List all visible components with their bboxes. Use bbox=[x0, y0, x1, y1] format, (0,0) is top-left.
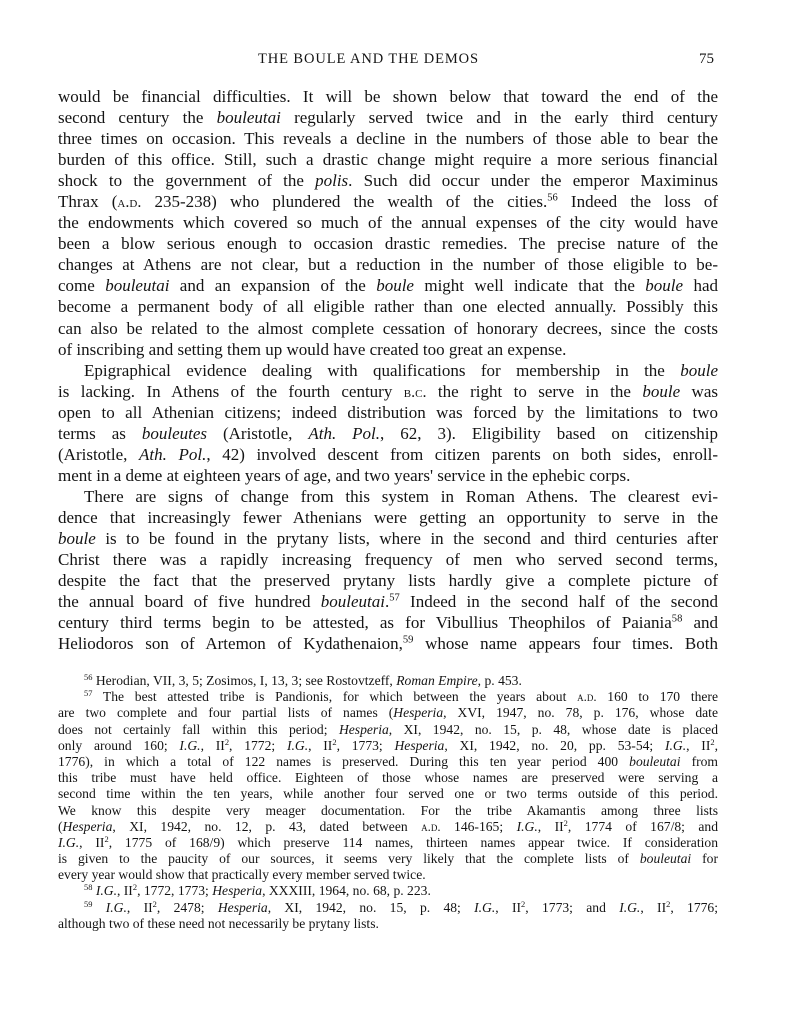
text-line: become a permanent body of all eligible rather than one elected annually. Possibly this bbox=[58, 297, 718, 317]
text-line: Christ there was a rapidly increasing frequency of men who served second terms, bbox=[58, 550, 718, 570]
text-line: three times on occasion. This reveals a decline in the numbers of those able to bear the bbox=[58, 129, 718, 149]
main-text bbox=[58, 86, 718, 654]
text-line: second century the bouleutai regularly served twice and in the early third century bbox=[58, 108, 718, 128]
page-number: 75 bbox=[699, 51, 714, 67]
text-line: open to all Athenian citizens; indeed distribution was forced by the limitations to two bbox=[58, 402, 718, 422]
text-line: terms as bouleutes (Aristotle, Ath. Pol., 62, 3). Eligibility based on citizenship bbox=[58, 423, 719, 443]
footnote-line: $^{56}$ Herodian, VII, 3, 5; Zosimos, I, 13, 3; see Rostovtzeff, Roman Empire, p. 453. bbox=[84, 671, 522, 688]
footnote-line: is given to the paucity of our sources, it seems very likely that the complete lists of bouleutai for bbox=[58, 851, 719, 867]
footnote-line: does not certainly fall within this period; Hesperia, XI, 1942, no. 15, p. 48, whose date is placed bbox=[58, 721, 719, 737]
footnote-line: only around 160; I.G., $II^2$, 1772; I.G., $II^2$, 1773; Hesperia, XI, 1942, no. 20, pp. 53-54; I.G., $II^2$, bbox=[58, 736, 718, 753]
footnote-line: I.G., $II^2$, 1775 of 168/9) which preserve 114 names, thirteen names appear twice. If consideration bbox=[58, 833, 718, 850]
text-line: despite the fact that the preserved prytany lists hardly give a complete picture of bbox=[58, 571, 718, 591]
footnote-line: this tribe must have held office. Eighteen of those whose names are preserved were serving a bbox=[58, 770, 718, 786]
text-line: century third terms begin to be attested, as for Vibullius Theophilos of Paiania$^{58}$ and bbox=[58, 613, 718, 633]
running-header bbox=[58, 51, 714, 71]
text-line: changes at Athens are not clear, but a reduction in the number of those eligible to be- bbox=[58, 255, 718, 275]
text-line: (Aristotle, Ath. Pol., 42) involved descent from citizen parents on both sides, enroll- bbox=[58, 444, 719, 464]
footnote-line: $^{59}$ I.G., $II^2$, 2478; Hesperia, XI, 1942, no. 15, p. 48; I.G., $II^2$, 1773; and I.G., $II^2$, 1776; bbox=[84, 898, 718, 915]
text-line: Epigraphical evidence dealing with qualifications for membership in the boule bbox=[84, 360, 718, 380]
text-line: shock to the government of the polis. Such did occur under the emperor Maximinus bbox=[58, 171, 718, 191]
running-title: THE BOULE AND THE DEMOS bbox=[258, 51, 480, 67]
text-line: dence that increasingly fewer Athenians were getting an opportunity to serve in the bbox=[58, 507, 718, 527]
text-line: would be financial difficulties. It will be shown below that toward the end of the bbox=[58, 87, 718, 106]
text-line: the annual board of five hundred bouleutai.$^{57}$ Indeed in the second half of the second bbox=[58, 592, 718, 612]
text-line: is lacking. In Athens of the fourth century b.c. the right to serve in the boule was bbox=[58, 381, 718, 401]
text-line: come bouleutai and an expansion of the boule might well indicate that the boule had bbox=[58, 276, 718, 296]
text-line: been a blow serious enough to occasion drastic remedies. The precise nature of the bbox=[58, 234, 718, 254]
text-line: can also be related to the almost complete cessation of honorary decrees, since the costs bbox=[58, 318, 718, 338]
footnote-line: every year would show that practically every member served twice. bbox=[58, 867, 426, 883]
footnote-line: are two complete and four partial lists of names (Hesperia, XVI, 1947, no. 78, p. 176, whose date bbox=[58, 705, 718, 721]
text-line: burden of this office. Still, such a drastic change might require a more serious financial bbox=[58, 150, 718, 170]
text-line: Heliodoros son of Artemon of Kydathenaion,$^{59}$ whose name appears four times. Both bbox=[58, 634, 718, 654]
text-line: There are signs of change from this system in Roman Athens. The clearest evi- bbox=[84, 486, 718, 506]
footnote-line: (Hesperia, XI, 1942, no. 12, p. 43, dated between a.d. 146-165; I.G., $II^2$, 1774 of 167/8; and bbox=[58, 817, 719, 834]
footnote-line: $^{57}$ The best attested tribe is Pandionis, for which between the years about a.d. 160 to 170 there bbox=[84, 688, 718, 705]
footnote-line: We know this despite very meager documentation. For the tribe Akamantis among three lists bbox=[58, 802, 718, 818]
text-line: Thrax (a.d. 235-238) who plundered the wealth of the cities.$^{56}$ Indeed the loss of bbox=[58, 192, 718, 212]
text-line: ment in a deme at eighteen years of age, and two years' service in the ephebic corps. bbox=[58, 465, 631, 485]
footnote-line: 1776), in which a total of 122 names is preserved. During this ten year period 400 bouleutai from bbox=[58, 753, 718, 769]
text-line: the endowments which covered so much of the annual expenses of the city would have bbox=[58, 213, 718, 233]
footnote-line: although two of these need not necessarily be prytany lists. bbox=[58, 915, 379, 931]
text-line: boule is to be found in the prytany lists, where in the second and third centuries after bbox=[58, 528, 718, 548]
footnote-line: $^{58}$ I.G., $II^2$, 1772, 1773; Hesperia, XXXIII, 1964, no. 68, p. 223. bbox=[84, 882, 431, 899]
footnote-line: second time within the ten years, while another four served one or two terms outside of this period. bbox=[58, 786, 718, 802]
text-line: of inscribing and setting them up would have created too great an expense. bbox=[58, 339, 567, 359]
footnotes bbox=[58, 673, 718, 932]
